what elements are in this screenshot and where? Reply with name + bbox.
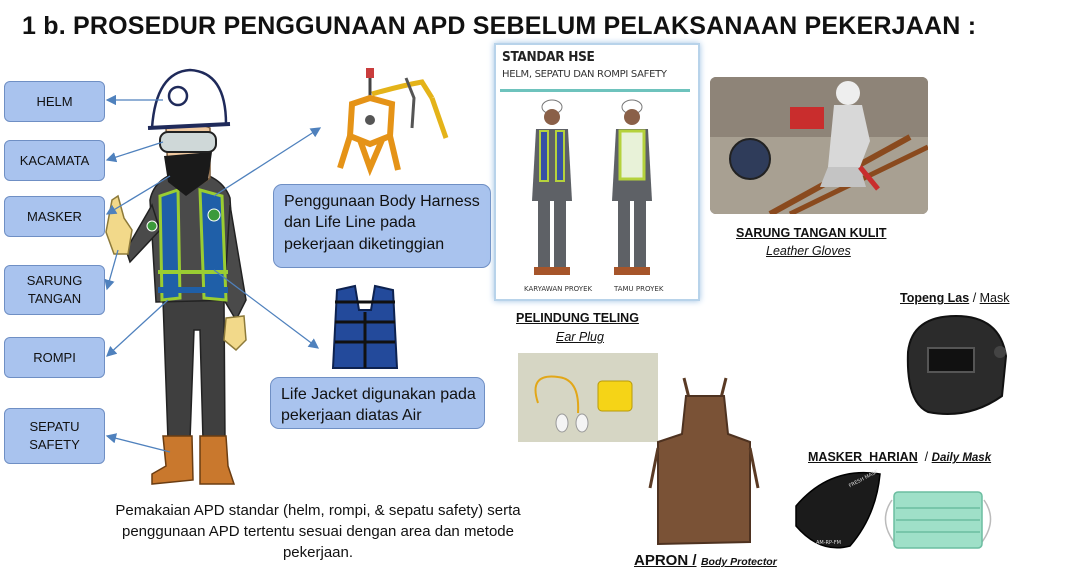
label-kacamata-text: KACAMATA xyxy=(19,152,90,168)
footer-line-1: Pemakaian APD standar (helm, rompi, & sepatu safety) serta xyxy=(115,502,521,519)
caption-masker-sep: / xyxy=(917,450,932,464)
hse-workers-image xyxy=(514,101,684,281)
hse-standard-card xyxy=(494,43,700,301)
hse-card-divider xyxy=(500,89,690,92)
callout-body-harness-line-1: Penggunaan Body Harness xyxy=(284,193,480,210)
welding-scene xyxy=(710,77,928,214)
black-mask-print-2: AM-RP-FM xyxy=(816,540,841,546)
callout-life-jacket xyxy=(270,377,485,429)
hse-card-left-caption: KARYAWAN PROYEK xyxy=(524,285,593,293)
surgical-mask-image xyxy=(878,484,998,556)
callout-body-harness-line-2: dan Life Line pada xyxy=(284,214,416,232)
caption-masker-harian-group xyxy=(808,448,991,466)
caption-topeng-las: Topeng Las xyxy=(900,291,970,305)
callout-life-jacket-line-1: Life Jacket digunakan pada xyxy=(281,386,476,403)
hse-card-title: STANDAR HSE xyxy=(502,49,595,65)
label-sepatu-text-2: SAFETY xyxy=(29,437,80,452)
life-jacket-image xyxy=(325,282,405,376)
callout-life-jacket-line-2: pekerjaan diatas Air xyxy=(281,407,422,425)
welding-mask-image xyxy=(898,312,1016,424)
label-sarung-text-2: TANGAN xyxy=(27,291,82,306)
label-rompi-text: ROMPI xyxy=(33,349,76,365)
caption-ear-plug: Ear Plug xyxy=(556,330,604,344)
callout-body-harness-line-3: pekerjaan diketinggian xyxy=(284,235,445,253)
footer-line-2: penggunaan APD tertentu sesuai dengan area dan metode xyxy=(122,523,514,540)
caption-topeng-sep: / xyxy=(969,291,980,305)
label-helm-text: HELM xyxy=(36,93,73,109)
caption-topeng-las-group xyxy=(900,291,1010,305)
label-sarung-text-1: SARUNG xyxy=(26,273,83,289)
body-harness-image xyxy=(330,68,450,183)
callout-body-harness xyxy=(273,184,491,268)
hse-card-subtitle: HELM, SEPATU DAN ROMPI SAFETY xyxy=(502,69,667,80)
caption-sarung-tangan-kulit: SARUNG TANGAN KULIT xyxy=(736,226,887,240)
label-masker-text: MASKER xyxy=(27,208,82,224)
caption-masker-harian: MASKER HARIAN xyxy=(808,450,918,464)
apron-image xyxy=(650,378,760,550)
caption-apron-group xyxy=(634,552,777,570)
caption-pelindung-teling: PELINDUNG TELING xyxy=(516,311,639,325)
caption-leather-gloves: Leather Gloves xyxy=(766,244,851,258)
black-mask-print-1: FRESH MASK xyxy=(848,468,880,490)
caption-apron: APRON / xyxy=(634,552,697,569)
caption-mask: Mask xyxy=(979,291,1010,305)
hse-card-right-caption: TAMU PROYEK xyxy=(614,285,664,293)
welding-photo xyxy=(710,77,928,214)
caption-body-protector: Body Protector xyxy=(700,556,777,568)
ear-plug-image xyxy=(518,353,658,442)
footer-line-3: pekerjaan. xyxy=(282,544,354,561)
page-title: 1 b. PROSEDUR PENGGUNAAN APD SEBELUM PELAKSANAAN PEKERJAAN : xyxy=(22,12,977,40)
label-sepatu-text-1: SEPATU xyxy=(29,419,80,435)
ear-plug-photo xyxy=(518,353,658,442)
footer-description xyxy=(78,500,558,563)
caption-daily-mask: Daily Mask xyxy=(931,452,992,464)
